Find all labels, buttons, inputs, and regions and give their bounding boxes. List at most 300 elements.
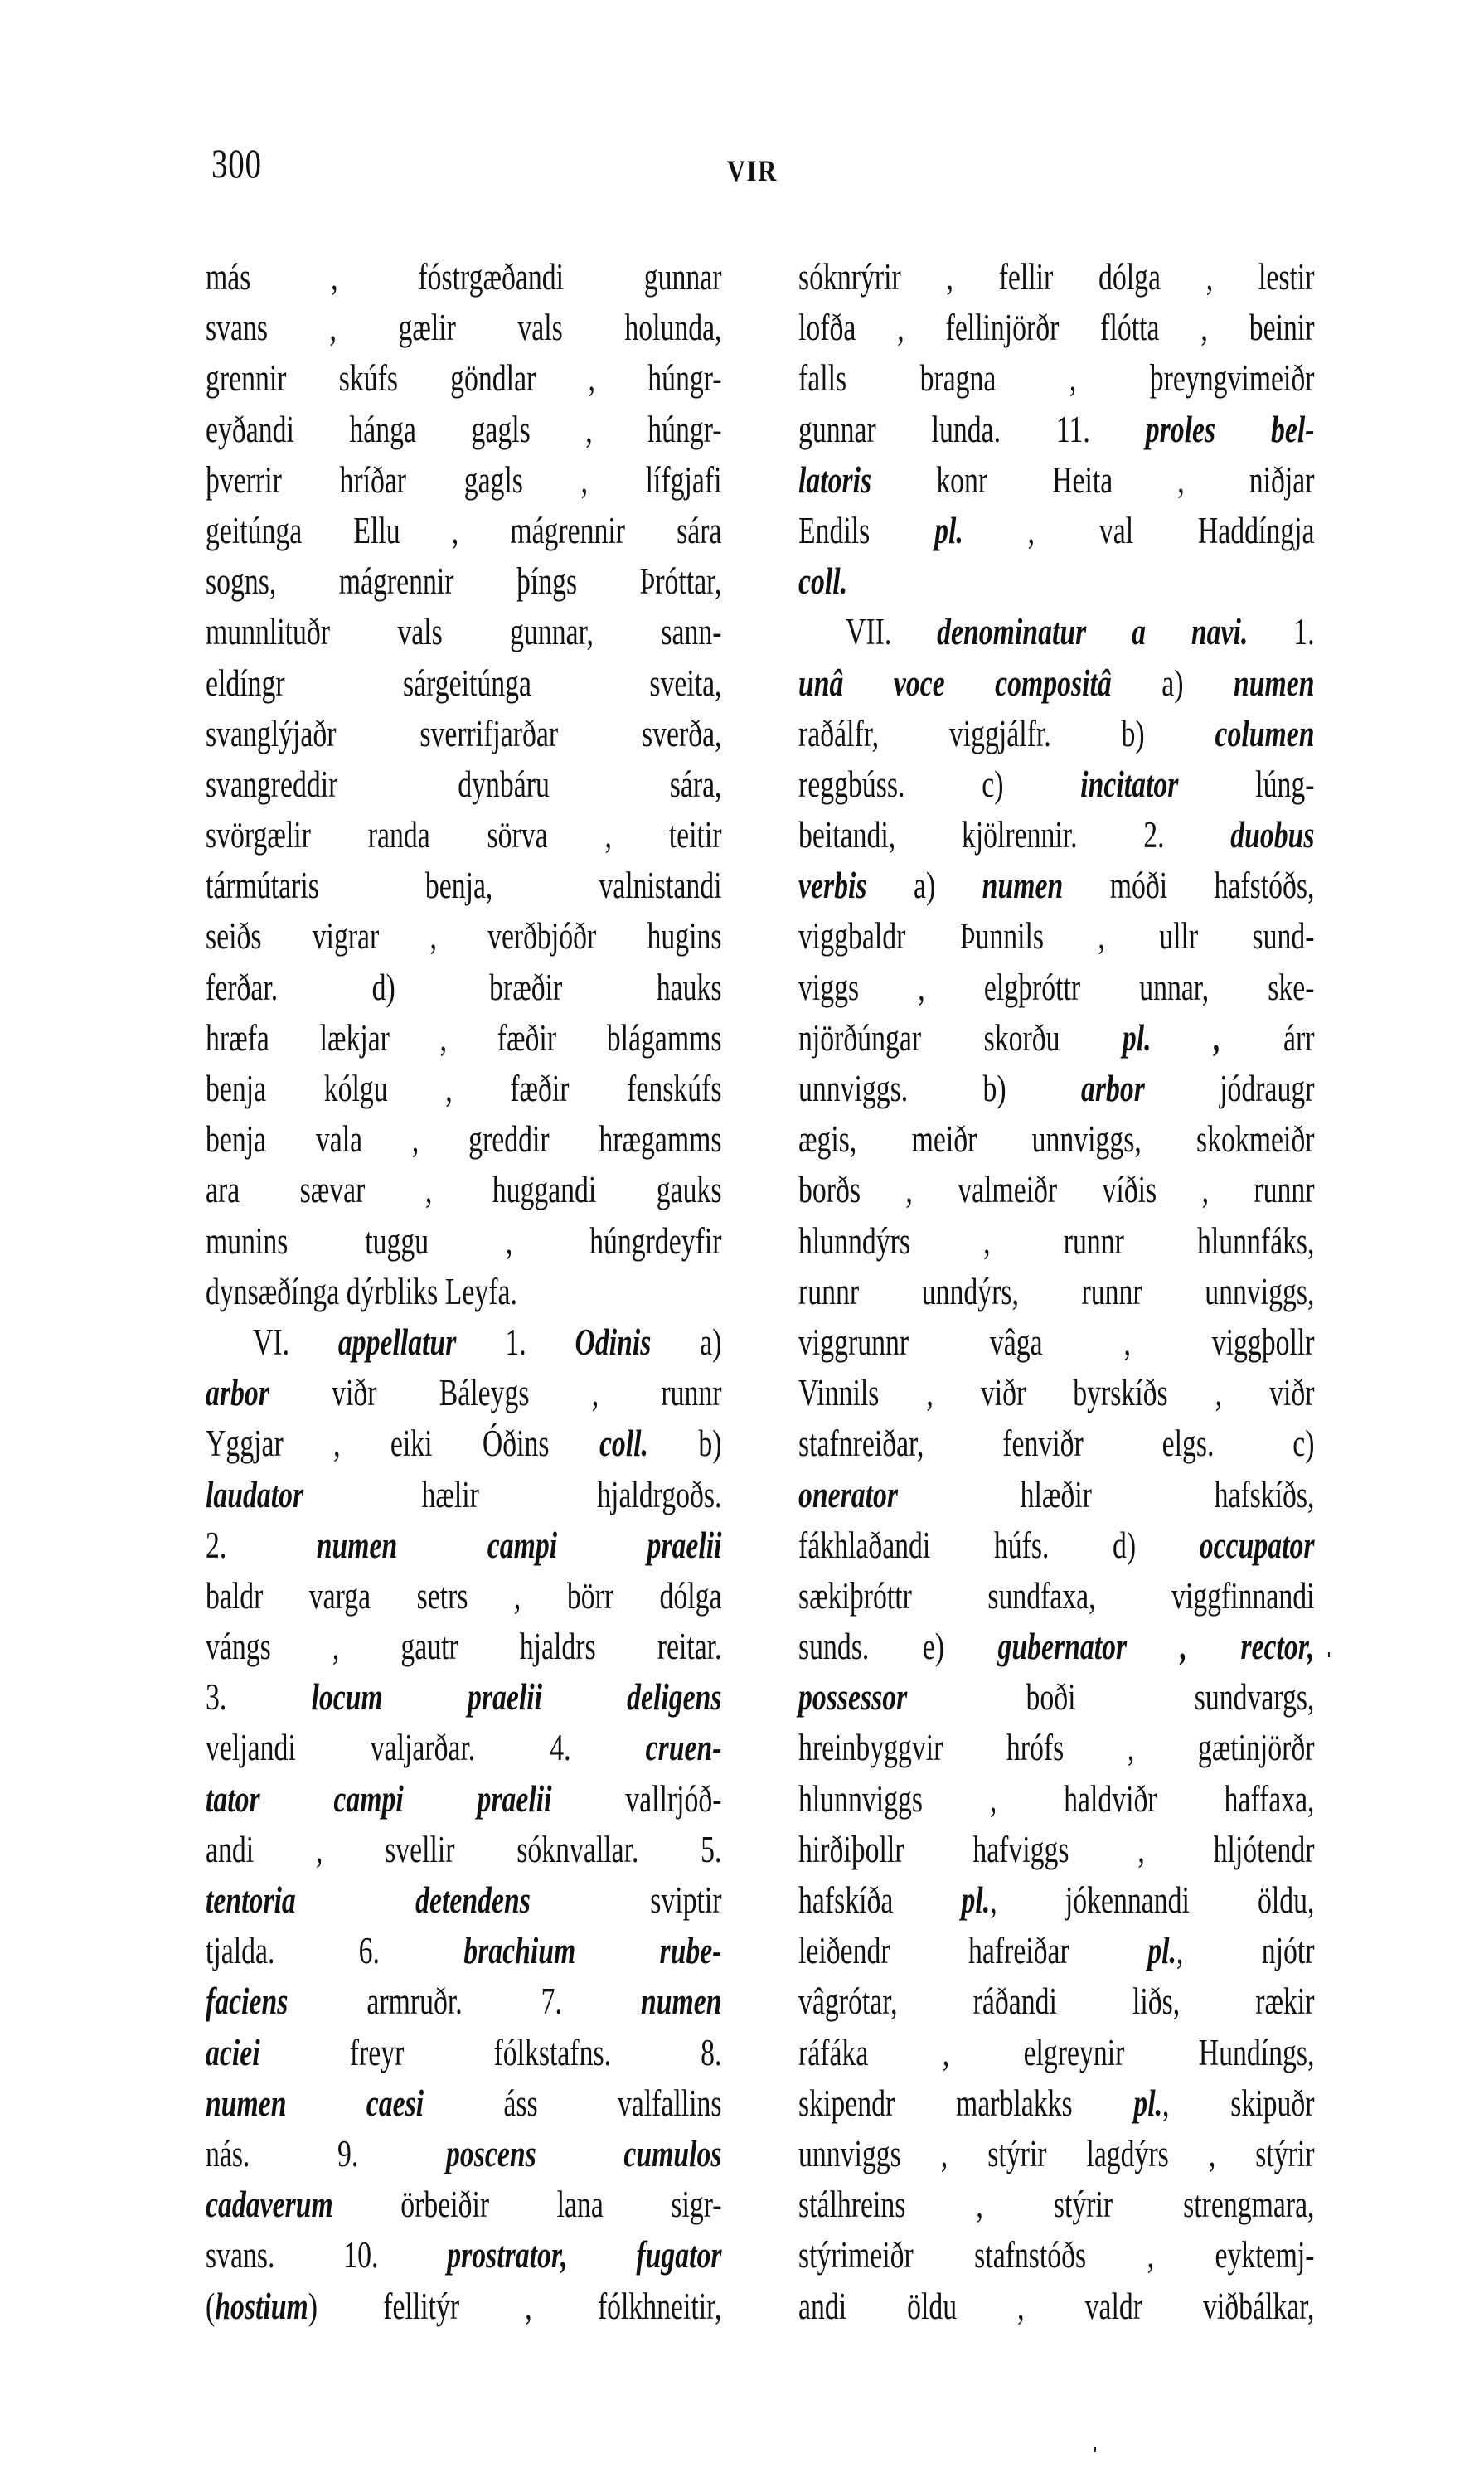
latin-gloss: denominatur a navi. [937, 611, 1249, 653]
text-column-right [798, 253, 1315, 2333]
text-line-content [206, 2029, 722, 2077]
text-line-content [798, 1927, 1315, 1975]
text-line-content [206, 405, 722, 453]
icelandic-text: veljandi valjarðar. 4. [206, 1727, 646, 1769]
icelandic-text: nás. 9. [206, 2132, 446, 2174]
print-speck [1328, 1652, 1330, 1657]
text-line-content [206, 710, 722, 758]
text-line [798, 1521, 1315, 1572]
icelandic-text: þverrir hríðar gagls , lífgjafi [206, 458, 722, 501]
text-line [798, 2029, 1315, 2079]
text-line-content [206, 557, 722, 605]
text-line-content [798, 1115, 1315, 1163]
icelandic-text: , skipuðr [1162, 2082, 1315, 2124]
icelandic-text: a) [866, 865, 982, 907]
text-line-content [206, 1521, 722, 1569]
running-head: VIR [726, 154, 778, 187]
icelandic-text: gunnar lunda. 11. [798, 408, 1146, 450]
icelandic-text: ráfáka , elgreynir Hundíngs, [798, 2031, 1315, 2073]
text-line-content [206, 811, 722, 859]
text-line-content [206, 1166, 722, 1214]
text-line-content [206, 659, 722, 707]
text-line [798, 1318, 1315, 1369]
text-line-content [798, 253, 1315, 301]
text-line [206, 1268, 722, 1318]
icelandic-text: andi , svellir sóknvallar. 5. [206, 1828, 722, 1870]
icelandic-text: jódraugr [1144, 1068, 1315, 1109]
text-line-content [206, 1927, 722, 1975]
text-line [798, 1471, 1315, 1521]
latin-gloss: rube- [659, 1930, 722, 1972]
icelandic-text: sviptir [530, 1879, 722, 1921]
text-line [206, 557, 722, 608]
text-line-content [798, 1419, 1315, 1467]
icelandic-text: armruðr. 7. [288, 1980, 641, 2023]
text-line [798, 608, 1315, 658]
text-line [206, 1471, 722, 1521]
icelandic-text: lúng- [1178, 763, 1315, 805]
icelandic-text: njörðúngar skorðu [798, 1016, 1123, 1059]
latin-gloss: numen [316, 1524, 398, 1566]
text-line [798, 2180, 1315, 2231]
icelandic-text: borðs , valmeiðr víðis , runnr [798, 1169, 1315, 1211]
latin-gloss: campi [487, 1524, 558, 1566]
icelandic-text: boði sundvargs, [907, 1676, 1315, 1719]
text-line [206, 1419, 722, 1470]
text-line-content [798, 1166, 1315, 1214]
text-line-content [206, 1217, 722, 1265]
icelandic-text: ( [206, 2285, 216, 2327]
text-line [206, 1775, 722, 1825]
icelandic-text: viðr Báleygs , runnr [269, 1372, 722, 1414]
icelandic-text: hafskíða [798, 1879, 962, 1921]
text-line [206, 253, 722, 303]
icelandic-text: baldr varga setrs , börr dólga [206, 1574, 722, 1617]
text-line [798, 354, 1315, 405]
text-line-content [206, 456, 722, 504]
latin-gloss: onerator [798, 1473, 899, 1515]
latin-gloss: praelii [647, 1524, 722, 1566]
icelandic-text: Vinnils , viðr byrskíðs , viðr [798, 1372, 1315, 1414]
icelandic-text: Yggjar , eiki Óðins [206, 1423, 599, 1465]
icelandic-text: örbeiðir lana sigr- [332, 2184, 722, 2226]
text-line [206, 1673, 722, 1723]
latin-gloss: poscens [445, 2132, 536, 2174]
latin-gloss: arbor [1080, 1068, 1145, 1109]
text-line-content [206, 608, 722, 656]
text-line [798, 659, 1315, 710]
latin-gloss: coll. [599, 1423, 648, 1465]
icelandic-text: benja vala , greddir hrægamms [206, 1118, 722, 1161]
icelandic-text: munins tuggu , húngrdeyfir [206, 1219, 722, 1262]
text-line-content [206, 1572, 722, 1620]
text-line-content [206, 1622, 722, 1670]
text-line-content [206, 1876, 722, 1924]
icelandic-text: móði hafstóðs, [1063, 865, 1315, 907]
latin-gloss: deligens [627, 1676, 722, 1719]
text-line-content [798, 912, 1315, 960]
icelandic-text [296, 1879, 415, 1921]
latin-gloss: brachium [463, 1930, 576, 1972]
text-line [206, 405, 722, 456]
icelandic-text: árr [1220, 1016, 1315, 1059]
text-line [206, 1318, 722, 1369]
text-line [798, 1825, 1315, 1876]
icelandic-text: beitandi, kjölrennir. 2. [798, 814, 1231, 856]
text-line [798, 1977, 1315, 2028]
latin-gloss: cumulos [623, 2132, 722, 2174]
text-line-content [798, 557, 1315, 605]
text-line [206, 1014, 722, 1064]
icelandic-text: stálhreins , stýrir strengmara, [798, 2184, 1315, 2226]
icelandic-text: geitúnga Ellu , mágrennir sára [206, 509, 722, 551]
text-line-content [206, 1369, 722, 1417]
icelandic-text: vángs , gautr hjaldrs reitar. [206, 1626, 722, 1668]
text-line-content [798, 608, 1315, 656]
latin-gloss: tator [206, 1777, 260, 1820]
text-line-content [798, 963, 1315, 1011]
text-line-content [798, 1622, 1315, 1670]
text-line-content [206, 303, 722, 351]
icelandic-text: munnlituðr vals gunnar, sann- [206, 611, 722, 653]
icelandic-text: stafnreiðar, fenviðr elgs. c) [798, 1423, 1315, 1465]
text-line [798, 253, 1315, 303]
icelandic-text [557, 1525, 647, 1566]
text-line [206, 760, 722, 811]
text-line-content [798, 1369, 1315, 1417]
text-line-content [798, 1268, 1315, 1316]
text-line [798, 405, 1315, 456]
text-line-content [798, 1014, 1315, 1062]
text-line [798, 1927, 1315, 1977]
icelandic-text: leiðendr hafreiðar [798, 1930, 1148, 1972]
text-line [798, 557, 1315, 608]
icelandic-text [287, 2082, 366, 2124]
icelandic-text: unnviggs , stýrir lagdýrs , stýrir [798, 2132, 1315, 2174]
text-line-content [798, 1673, 1315, 1721]
icelandic-text: hælir hjaldrgoðs. [303, 1473, 722, 1515]
text-line-content [206, 912, 722, 960]
latin-gloss: columen [1215, 712, 1315, 754]
text-line [798, 2130, 1315, 2180]
latin-gloss: numen [206, 2082, 287, 2124]
text-line [206, 811, 722, 861]
icelandic-text: andi öldu , valdr viðbálkar, [798, 2285, 1315, 2327]
icelandic-text: konr Heita , niðjar [871, 458, 1315, 501]
icelandic-text: Endils [798, 509, 935, 551]
text-line [798, 1622, 1315, 1673]
icelandic-text: sóknrýrir , fellir dólga , lestir [798, 256, 1315, 298]
text-line [798, 710, 1315, 760]
text-line-content [206, 760, 722, 808]
latin-gloss: appellatur [337, 1321, 457, 1363]
text-line [798, 1014, 1315, 1064]
text-line-content [206, 507, 722, 555]
icelandic-text: raðálfr, viggjálfr. b) [798, 712, 1215, 754]
text-line [798, 456, 1315, 507]
text-line [206, 1723, 722, 1774]
text-line [206, 1217, 722, 1268]
text-line-content [206, 2079, 722, 2127]
icelandic-text: svans , gælir vals holunda, [206, 307, 722, 349]
icelandic-text: VI. [253, 1321, 338, 1363]
icelandic-text: más , fóstrgæðandi gunnar [206, 256, 722, 298]
latin-gloss: praelii [477, 1777, 552, 1820]
latin-gloss: Odinis [575, 1321, 652, 1363]
icelandic-text: ara sævar , huggandi gauks [206, 1169, 722, 1211]
icelandic-text: tármútaris benja, valnistandi [206, 865, 722, 907]
text-line-content [206, 1673, 722, 1721]
text-line [206, 659, 722, 710]
text-line-content [798, 1521, 1315, 1569]
icelandic-text: sunds. e) [798, 1626, 998, 1668]
latin-gloss: duobus [1230, 814, 1315, 856]
text-line [206, 1622, 722, 1673]
text-line-content [798, 456, 1315, 504]
icelandic-text: freyr fólkstafns. 8. [259, 2031, 722, 2073]
icelandic-text: b) [647, 1423, 722, 1465]
icelandic-text [383, 1676, 468, 1718]
text-line [206, 1369, 722, 1419]
icelandic-text: sækiþróttr sundfaxa, viggfinnandi [798, 1574, 1315, 1617]
text-line [206, 2079, 722, 2130]
latin-gloss: detendens [415, 1879, 531, 1921]
latin-gloss: caesi [366, 2082, 424, 2124]
text-line [798, 1673, 1315, 1723]
text-line [798, 912, 1315, 962]
text-line-content [798, 2180, 1315, 2228]
text-line-content [798, 405, 1315, 453]
text-line-content [206, 2130, 722, 2178]
icelandic-text: , njótr [1176, 1930, 1315, 1972]
text-line-content [206, 1775, 722, 1823]
icelandic-text: tjalda. 6. [206, 1930, 464, 1972]
icelandic-text: ægis, meiðr unnviggs, skokmeiðr [798, 1118, 1315, 1161]
text-line [206, 1521, 722, 1572]
icelandic-text: runnr unndýrs, runnr unnviggs, [798, 1270, 1315, 1312]
icelandic-text: viggbaldr Þunnils , ullr sund- [798, 915, 1315, 957]
text-line-content [798, 1064, 1315, 1113]
text-line-content [798, 1217, 1315, 1265]
icelandic-text: svörgælir randa sörva , teitir [206, 814, 722, 856]
icelandic-text: svangreddir dynbáru sára, [206, 763, 722, 805]
text-line [206, 861, 722, 912]
latin-gloss: tentoria [206, 1879, 296, 1921]
latin-gloss: pl. [1133, 2082, 1163, 2124]
text-line [798, 1876, 1315, 1927]
text-line [798, 2079, 1315, 2130]
icelandic-text [542, 1676, 627, 1718]
icelandic-text: hlunnviggs , haldviðr haffaxa, [798, 1777, 1315, 1820]
text-line-content [798, 2130, 1315, 2178]
text-line-content [798, 2231, 1315, 2279]
icelandic-text [404, 1778, 478, 1820]
icelandic-text: 3. [206, 1676, 312, 1719]
text-line-content [206, 2231, 722, 2279]
text-line [798, 1723, 1315, 1774]
latin-gloss: pl. [934, 509, 963, 551]
text-line [798, 2231, 1315, 2281]
icelandic-text [397, 1525, 487, 1566]
icelandic-text: viggrunnr vâga , viggþollr [798, 1321, 1315, 1363]
text-line [206, 1825, 722, 1876]
text-line-content [206, 253, 722, 301]
text-line-content [798, 1723, 1315, 1772]
text-line [798, 1064, 1315, 1115]
icelandic-text: hræfa lækjar , fæðir blágamms [206, 1016, 722, 1059]
text-line [798, 861, 1315, 912]
latin-gloss: latoris [798, 458, 872, 501]
text-line [206, 2282, 722, 2333]
text-line-content [206, 1318, 722, 1366]
icelandic-text: fákhlaðandi húfs. d) [798, 1524, 1200, 1566]
text-line-content [206, 2282, 722, 2330]
icelandic-text [536, 2133, 624, 2174]
text-line [206, 2180, 722, 2231]
text-line [206, 1572, 722, 1622]
text-line [798, 1268, 1315, 1318]
text-line-content [798, 1876, 1315, 1924]
text-line [206, 507, 722, 557]
latin-gloss: arbor [206, 1372, 269, 1414]
text-line [206, 2130, 722, 2180]
latin-gloss: occupator [1199, 1524, 1315, 1566]
text-column-left [206, 253, 722, 2333]
latin-gloss: numen [640, 1980, 722, 2023]
text-line [798, 303, 1315, 354]
text-line-content [206, 2180, 722, 2228]
text-line-content [206, 1268, 722, 1316]
latin-gloss: pl. , [1122, 1016, 1221, 1059]
icelandic-text: seiðs vigrar , verðbjóðr hugins [206, 915, 722, 957]
text-line [206, 608, 722, 658]
text-line-content [798, 2029, 1315, 2077]
latin-gloss: cruen- [645, 1727, 722, 1769]
text-line [206, 303, 722, 354]
icelandic-text: a) [651, 1321, 722, 1363]
latin-gloss: gubernator , rector, [997, 1626, 1315, 1668]
text-line-content [798, 1318, 1315, 1366]
icelandic-text: svans. 10. [206, 2234, 448, 2276]
text-line [798, 507, 1315, 557]
icelandic-text: viggs , elgþróttr unnar, ske- [798, 966, 1315, 1008]
icelandic-text: unnviggs. b) [798, 1068, 1081, 1109]
icelandic-text: , jókennandi öldu, [990, 1879, 1315, 1921]
text-line-content [206, 354, 722, 402]
icelandic-text: áss valfallins [424, 2082, 722, 2124]
text-line-content [798, 1471, 1315, 1519]
icelandic-text: sogns, mágrennir þíngs Þróttar, [206, 560, 722, 603]
icelandic-text: hlunndýrs , runnr hlunnfáks, [798, 1219, 1315, 1262]
text-line [206, 354, 722, 405]
icelandic-text [575, 1930, 659, 1971]
text-line-content [206, 1471, 722, 1519]
icelandic-text: falls bragna , þreyngvimeiðr [798, 357, 1315, 400]
latin-gloss: verbis [798, 865, 867, 907]
latin-gloss: prostrator, fugator [447, 2234, 722, 2276]
text-line [798, 760, 1315, 811]
latin-gloss: pl. [1147, 1930, 1176, 1972]
text-line-content [206, 861, 722, 909]
text-line-content [206, 963, 722, 1011]
latin-gloss: hostium [215, 2285, 308, 2327]
text-line [206, 710, 722, 760]
icelandic-text: hirðiþollr hafviggs , hljótendr [798, 1828, 1315, 1870]
text-line-content [206, 1064, 722, 1113]
icelandic-text: eldíngr sárgeitúnga sveita, [206, 662, 722, 704]
text-line [206, 1115, 722, 1166]
text-line [206, 456, 722, 507]
icelandic-text: 2. [206, 1524, 317, 1566]
icelandic-text: hlæðir hafskíðs, [898, 1473, 1315, 1515]
icelandic-text: a) [1111, 662, 1234, 704]
text-line [798, 2282, 1315, 2333]
icelandic-text: reggbúss. c) [798, 763, 1081, 805]
text-line [206, 2231, 722, 2281]
latin-gloss: campi [333, 1777, 404, 1820]
latin-gloss: numen [982, 865, 1064, 907]
text-line-content [798, 1977, 1315, 2025]
icelandic-text: VII. [846, 611, 938, 653]
text-line-content [798, 354, 1315, 402]
text-line-content [798, 1825, 1315, 1874]
icelandic-text: skipendr marblakks [798, 2082, 1134, 2124]
text-line-content [206, 1419, 722, 1467]
icelandic-text: hreinbyggvir hrófs , gætinjörðr [798, 1727, 1315, 1769]
text-line-content [798, 1775, 1315, 1823]
text-line-content [206, 1014, 722, 1062]
latin-gloss: numen [1233, 662, 1315, 704]
icelandic-text: 1. [1248, 611, 1315, 653]
icelandic-text: benja kólgu , fæðir fenskúfs [206, 1068, 722, 1109]
text-line-content [798, 760, 1315, 808]
text-line [206, 2029, 722, 2079]
latin-gloss: pl. [961, 1879, 991, 1921]
icelandic-text [260, 1778, 334, 1820]
text-line [798, 1775, 1315, 1825]
latin-gloss: possessor [798, 1676, 908, 1719]
text-line [798, 1369, 1315, 1419]
latin-gloss: faciens [206, 1980, 289, 2023]
text-line [798, 963, 1315, 1014]
latin-gloss: cadaverum [206, 2184, 333, 2226]
text-line [798, 1572, 1315, 1622]
text-line [798, 1419, 1315, 1470]
icelandic-text: vâgrótar, ráðandi liðs, rækir [798, 1980, 1315, 2023]
text-line [206, 1927, 722, 1977]
latin-gloss: incitator [1080, 763, 1179, 805]
text-line [206, 1977, 722, 2028]
icelandic-text: , val Haddíngja [963, 509, 1315, 551]
text-line-content [798, 2282, 1315, 2330]
text-line [798, 1166, 1315, 1216]
text-line-content [798, 2079, 1315, 2127]
text-line [206, 963, 722, 1014]
icelandic-text: ferðar. d) bræðir hauks [206, 966, 722, 1008]
text-line [206, 1876, 722, 1927]
icelandic-text: svanglýjaðr sverrifjarðar sverða, [206, 712, 722, 754]
latin-gloss: laudator [206, 1473, 304, 1515]
text-line [798, 811, 1315, 861]
text-line-content [798, 1572, 1315, 1620]
icelandic-text: ) fellitýr , fólkhneitir, [308, 2285, 722, 2327]
text-line-content [798, 710, 1315, 758]
text-line-content [206, 1115, 722, 1163]
text-line [798, 1115, 1315, 1166]
text-line-content [798, 303, 1315, 351]
text-line [206, 912, 722, 962]
text-line-content [798, 659, 1315, 707]
